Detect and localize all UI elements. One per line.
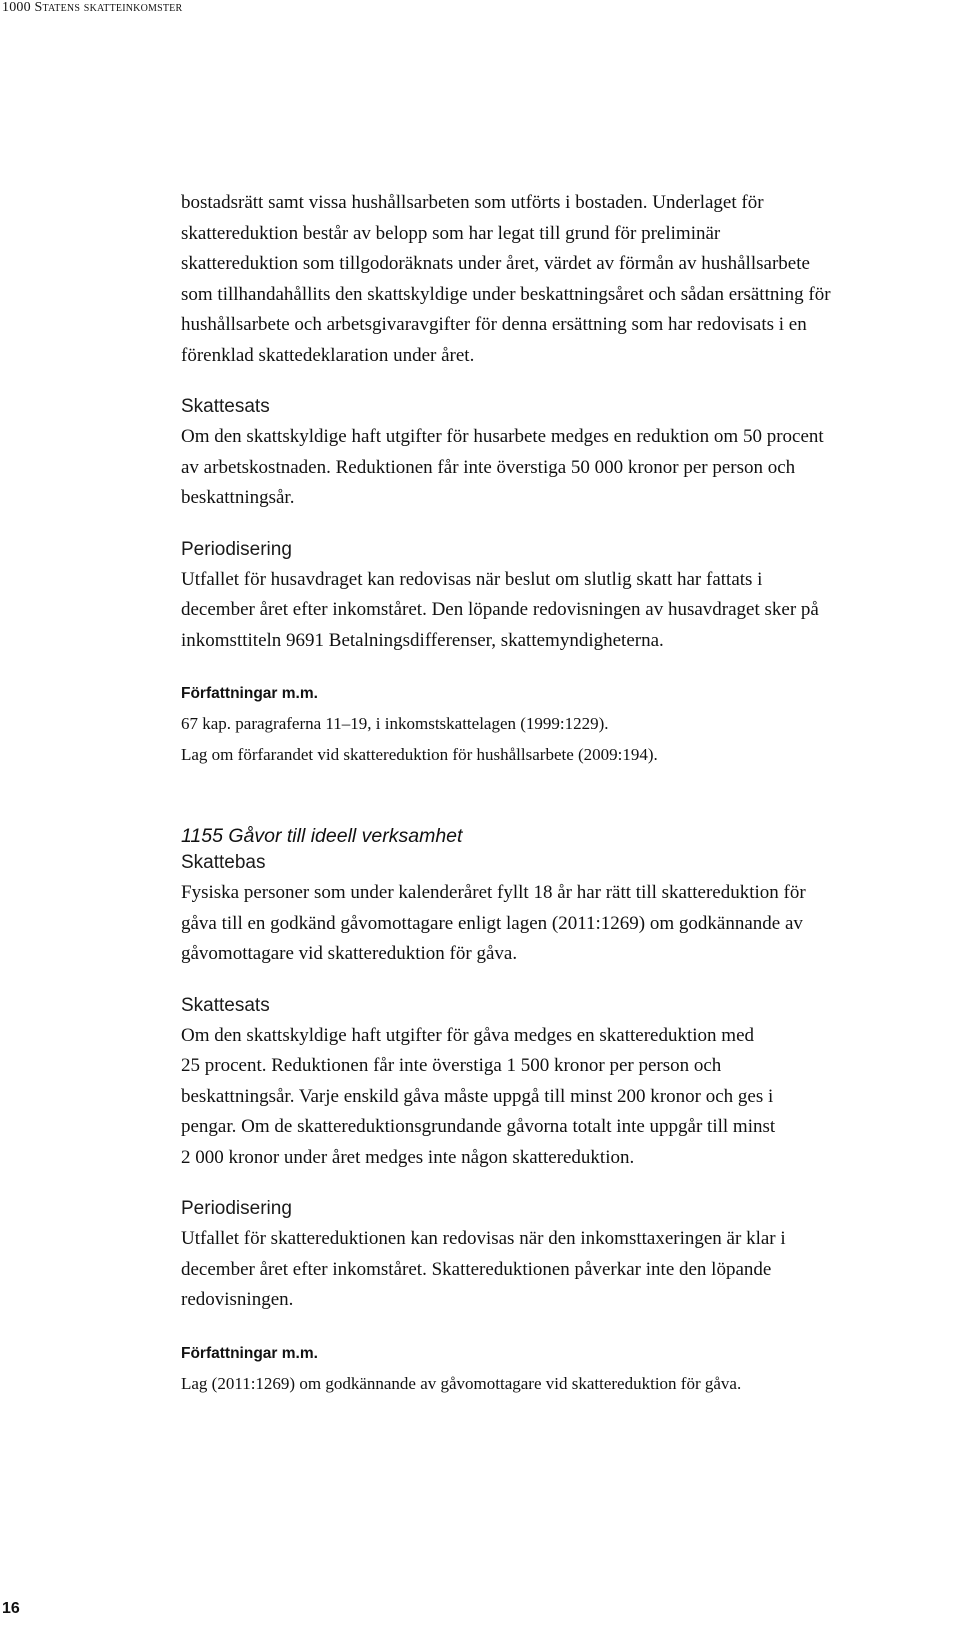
text-line: beskattningsår. Varje enskild gåva måste uppgå till minst 200 kronor och ges i: [181, 1085, 774, 1107]
reference-line: 67 kap. paragraferna 11–19, i inkomstskattelagen (1999:1229).: [181, 714, 609, 733]
text-line: beskattningsår.: [181, 487, 295, 508]
skattesats-paragraph: [181, 422, 941, 514]
page-body: [181, 188, 941, 1399]
skattesats-heading: Skattesats: [181, 994, 270, 1016]
forfattningar-list: [181, 1368, 941, 1399]
skattesats-heading: Skattesats: [181, 396, 270, 417]
text-line: december året efter inkomståret. Skattereduktionen påverkar inte den löpande: [181, 1258, 772, 1280]
forfattningar-heading: Författningar m.m.: [181, 685, 318, 702]
text-line: förenklad skattedeklaration under året.: [181, 344, 475, 366]
text-line: redovisningen.: [181, 1289, 294, 1310]
periodisering-paragraph: [181, 1224, 941, 1316]
forfattningar-heading: Författningar m.m.: [181, 1344, 318, 1362]
page-number: 16: [2, 1600, 20, 1617]
section-title: 1155 Gåvor till ideell verksamhet: [181, 825, 463, 847]
text-line: pengar. Om de skattereduktionsgrundande gåvorna totalt inte uppgår till minst: [181, 1116, 776, 1137]
periodisering-paragraph: [181, 565, 941, 657]
text-line: Utfallet för husavdraget kan redovisas när beslut om slutlig skatt har fattats i: [181, 568, 763, 590]
running-head: 1000 Statens skatteinkomster: [2, 0, 183, 15]
text-line: som tillhandahållits den skattskyldige under beskattningsåret och sådan ersättning för: [181, 283, 831, 305]
skattebas-heading: Skattebas: [181, 852, 266, 873]
forfattningar-list: [181, 708, 941, 770]
text-line: skattereduktion består av belopp som har legat till grund för preliminär: [181, 222, 721, 244]
text-line: Utfallet för skattereduktionen kan redovisas när den inkomsttaxeringen är klar i: [181, 1228, 786, 1249]
text-line: Om den skattskyldige haft utgifter för husarbete medges en reduktion om 50 procent: [181, 426, 824, 447]
text-line: Fysiska personer som under kalenderåret fyllt 18 år har rätt till skattereduktion för: [181, 882, 806, 903]
periodisering-heading: Periodisering: [181, 538, 292, 560]
text-line: 25 procent. Reduktionen får inte överstiga 1 500 kronor per person och: [181, 1055, 722, 1076]
reference-line: Lag om förfarandet vid skattereduktion för hushållsarbete (2009:194).: [181, 745, 658, 764]
text-line: gåva till en godkänd gåvomottagare enligt lagen (2011:1269) om godkännande av: [181, 912, 803, 934]
text-line: av arbetskostnaden. Reduktionen får inte överstiga 50 000 kronor per person och: [181, 456, 796, 478]
text-line: december året efter inkomståret. Den löpande redovisningen av husavdraget sker på: [181, 599, 819, 620]
reference-line: Lag (2011:1269) om godkännande av gåvomottagare vid skattereduktion för gåva.: [181, 1373, 742, 1393]
text-line: inkomsttiteln 9691 Betalningsdifferenser, skattemyndigheterna.: [181, 629, 664, 651]
skattesats-paragraph: [181, 1021, 941, 1174]
text-line: hushållsarbete och arbetsgivaravgifter för denna ersättning som har redovisats i en: [181, 314, 807, 335]
text-line: Om den skattskyldige haft utgifter för gåva medges en skattereduktion med: [181, 1024, 755, 1046]
intro-paragraph: [181, 188, 941, 371]
skattebas-paragraph: [181, 878, 941, 970]
text-line: 2 000 kronor under året medges inte någon skattereduktion.: [181, 1146, 635, 1168]
text-line: gåvomottagare vid skattereduktion för gåva.: [181, 943, 518, 964]
periodisering-heading: Periodisering: [181, 1198, 292, 1219]
text-line: bostadsrätt samt vissa hushållsarbeten som utförts i bostaden. Underlaget för: [181, 192, 764, 213]
text-line: skattereduktion som tillgodoräknats under året, värdet av förmån av hushållsarbete: [181, 253, 810, 274]
